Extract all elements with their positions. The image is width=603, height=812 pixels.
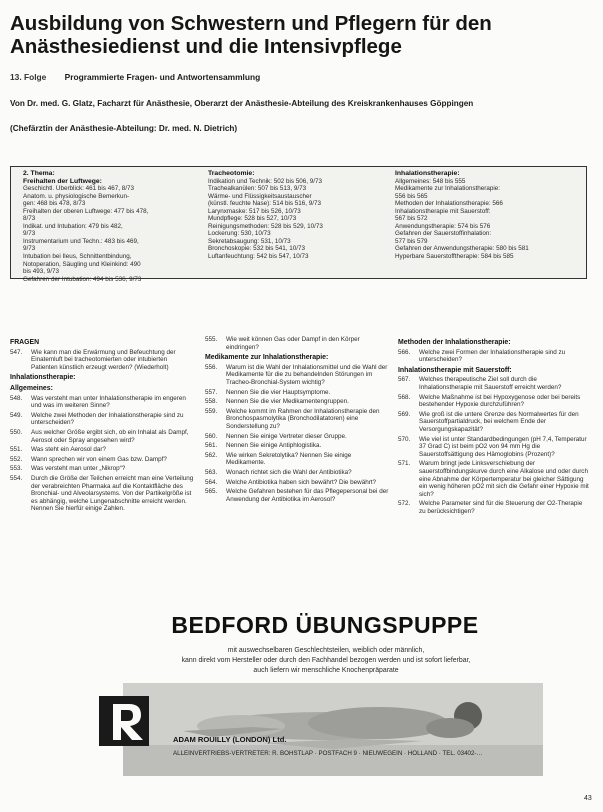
fragen-heading: FRAGEN <box>10 339 40 346</box>
questions-column-1 <box>10 336 195 515</box>
question-text: Welche Gefahren bestehen für das Pflegepersonal bei der Anwendung der Antibiotika im Aerosol? <box>226 488 389 503</box>
question-number: 547. <box>10 348 23 356</box>
question-item <box>205 469 391 477</box>
summary-line: Wärme- und Flüssigkeitsaustauscher <box>208 192 312 200</box>
question-number: 571. <box>398 460 411 468</box>
question-text: Wie weit können Gas oder Dampf in den Körper eindringen? <box>226 336 360 351</box>
summary-heading-airways: Freihalten der Luftwege: <box>23 177 102 185</box>
ad-line-1: mit auswechselbaren Geschlechtsteilen, weiblich oder männlich, <box>227 647 425 654</box>
question-item <box>10 395 195 410</box>
question-number: 564. <box>205 478 218 486</box>
summary-heading-inhalation: Inhalationstherapie: <box>395 170 460 177</box>
section-heading: Inhalationstherapie: <box>10 374 76 382</box>
question-item <box>205 336 391 351</box>
series-number: 13. Folge <box>10 72 47 82</box>
question-item <box>205 389 391 397</box>
summary-heading-tracheotomy: Tracheotomie: <box>208 170 255 177</box>
question-item <box>205 398 391 406</box>
summary-line: Lockerung: 530, 10/73 <box>208 230 271 238</box>
question-text: Welche Antibiotika haben sich bewährt? Die bewährt? <box>226 478 377 486</box>
question-item <box>205 408 391 431</box>
summary-line: Gefahren der Anwendungstherapie: 580 bis 581 <box>395 245 529 253</box>
question-item <box>398 411 590 434</box>
mannequin-illustration <box>123 683 543 776</box>
question-number: 553. <box>10 465 23 473</box>
summary-line: Intubation bei Ileus, Schnittentbindung, <box>23 253 132 261</box>
ad-description <box>105 646 547 676</box>
question-item <box>205 442 391 450</box>
question-text: Welche kommt im Rahmen der Inhalationstherapie den Bronchospasmolytika (Bronchodilatatoren) eine Sonderstellung zu? <box>226 407 380 430</box>
question-number: 549. <box>10 411 23 419</box>
page-number: 43 <box>584 795 592 802</box>
ad-address: ALLEINVERTRIEBS-VERTRETER: R. BOHSTLAP · POSTFACH 9 · NIEUWEGEIN · HOLLAND · TEL. 03402-… <box>173 750 483 757</box>
summary-line: (künstl. feuchte Nase): 514 bis 516, 9/73 <box>208 200 322 208</box>
questions-column-3 <box>398 336 590 517</box>
summary-line: Instrumentarium und Techn.: 483 bis 469, <box>23 237 139 245</box>
question-text: Warum ist die Wahl der Inhalationsmittel und die Wahl der Medikamente für die zu behandelnden Störungen im Tracheo-Bronchial-System wichtig? <box>226 363 388 386</box>
question-text: Wie kann man die Erwärmung und Befeuchtung der Einatemluft bei tracheotomierten oder intubierten Patienten künstlich erzeugt werden? (Wiederholt) <box>31 348 176 371</box>
question-text: Wann sprechen wir von einem Gas bzw. Dampf? <box>31 455 167 463</box>
question-text: Welche zwei Methoden der Inhalationstherapie sind zu unterscheiden? <box>31 411 184 427</box>
section-heading: Inhalationstherapie mit Sauerstoff: <box>398 366 512 374</box>
question-text: Nennen Sie einige Antiphlogistika. <box>226 442 322 450</box>
summary-line: Freihalten der oberen Luftwege: 477 bis 478, <box>23 207 149 215</box>
summary-line: Indikation und Technik: 502 bis 506, 9/73 <box>208 177 323 185</box>
ad-company-name: ADAM ROUILLY (LONDON) Ltd. <box>173 735 287 744</box>
summary-column-airways <box>23 170 203 283</box>
questions-column-2 <box>205 336 391 505</box>
question-text: Nennen Sie die vier Medikamentengruppen. <box>226 398 349 406</box>
summary-column-tracheotomy <box>208 170 384 261</box>
question-text: Wonach richtet sich die Wahl der Antibiotika? <box>226 468 352 476</box>
question-text: Welche Parameter sind für die Steuerung der O2-Therapie zu berücksichtigen? <box>419 500 583 515</box>
mannequin-photo <box>123 683 543 776</box>
question-number: 551. <box>10 446 23 454</box>
question-number: 557. <box>205 388 218 396</box>
question-item <box>398 460 590 498</box>
question-item <box>10 349 195 372</box>
question-text: Durch die Größe der Teilchen erreicht man eine Verteilung der verabreichten Pharmaka auf die Kontaktfläche des Bronchial- und Alveolarsystems. Von der Partikelgröße ist es abhängig, welche Lungenabschnitte erreicht werden. Nennen Sie hierfür einige Zahlen. <box>31 474 194 513</box>
rouilly-logo <box>99 696 149 746</box>
summary-line: Indikat. und Intubation: 479 bis 482, <box>23 222 123 230</box>
question-item <box>10 475 195 513</box>
question-text: Wie groß ist die untere Grenze des Normalwertes für den Sauerstoffpartialdruck, bei welchem Ende der Versorgungskapazität? <box>419 410 579 433</box>
summary-line: Geschichtl. Überblick: 461 bis 467, 8/73 <box>23 185 134 193</box>
question-item <box>10 429 195 444</box>
summary-line: 577 bis 579 <box>395 237 428 245</box>
question-number: 559. <box>205 407 218 415</box>
question-item <box>10 412 195 427</box>
question-number: 556. <box>205 363 218 371</box>
advertisement <box>105 612 547 784</box>
topic-summary-box <box>10 166 587 283</box>
series-description: Programmierte Fragen- und Antwortensammlung <box>64 72 261 82</box>
author-line: Von Dr. med. G. Glatz, Facharzt für Anästhesie, Oberarzt der Anästhesie-Abteilung des Kreiskrankenhauses Göppingen <box>10 99 474 108</box>
summary-line: Luftanfeuchtung: 542 bis 547, 10/73 <box>208 253 309 261</box>
question-item <box>398 394 590 409</box>
summary-line: Gefahren der Sauerstoffinhalation: <box>395 230 492 238</box>
question-item <box>10 465 195 473</box>
section-heading: Allgemeines: <box>10 384 53 392</box>
summary-line: Methoden der Inhalationstherapie: 566 <box>395 200 503 208</box>
summary-line: Medikamente zur Inhalationstherapie: <box>395 185 501 193</box>
question-item <box>398 349 590 364</box>
summary-line: Mundpflege: 528 bis 527, 10/73 <box>208 215 297 223</box>
question-text: Welche zwei Formen der Inhalationstherapie sind zu unterscheiden? <box>419 348 566 364</box>
summary-line: 9/73 <box>23 245 36 253</box>
summary-line: Anwendungstherapie: 574 bis 576 <box>395 222 491 230</box>
question-number: 569. <box>398 410 411 418</box>
question-item <box>205 488 391 503</box>
summary-line: Bronchoskopie: 532 bis 541, 10/73 <box>208 245 305 253</box>
question-item <box>205 433 391 441</box>
summary-line: gen: 468 bis 478, 8/73 <box>23 200 86 208</box>
question-number: 566. <box>398 348 411 356</box>
question-item <box>10 446 195 454</box>
question-text: Wie wirken Sekretolytika? Nennen Sie einige Medikamente. <box>226 451 352 467</box>
ad-line-2: kann direkt vom Hersteller oder durch den Fachhandel bezogen werden und ist sofort lieferbar, <box>181 657 471 664</box>
ad-line-3: auch liefern wir menschliche Knochenpräparate <box>253 667 399 674</box>
question-number: 554. <box>10 474 23 482</box>
question-item <box>398 376 590 391</box>
question-number: 570. <box>398 435 411 443</box>
question-item <box>398 436 590 459</box>
summary-line: bis 493, 9/73 <box>23 268 60 276</box>
question-text: Welches therapeutische Ziel soll durch die Inhalationstherapie mit Sauerstoff erreicht werden? <box>419 376 562 391</box>
question-item <box>205 452 391 467</box>
summary-line: 8/73 <box>23 215 36 223</box>
section-heading: Methoden der Inhalationstherapie: <box>398 339 511 346</box>
summary-column-inhalation <box>395 170 583 261</box>
summary-line: 567 bis 572 <box>395 215 428 223</box>
summary-line: Gefahren der Intubation: 494 bis 536, 9/73 <box>23 275 142 283</box>
article-title: Ausbildung von Schwestern und Pflegern für den Anästhesiedienst und die Intensivpflege <box>10 12 492 58</box>
summary-line: Trachealkanülen: 507 bis 513, 9/73 <box>208 185 307 193</box>
question-number: 550. <box>10 428 23 436</box>
question-text: Was steht ein Aerosol dar? <box>31 446 107 454</box>
question-item <box>398 500 590 515</box>
summary-line: Reinigungsmethoden: 528 bis 529, 10/73 <box>208 222 323 230</box>
summary-line: Hyperbare Sauerstofftherapie: 584 bis 585 <box>395 253 514 261</box>
question-text: Was versteht man unter Inhalationstherapie im engeren und was im weiteren Sinne? <box>31 394 186 410</box>
summary-line: Anatom. u. physiologische Bemerkun- <box>23 192 130 200</box>
summary-lead: 2. Thema: <box>23 170 55 177</box>
question-number: 562. <box>205 451 218 459</box>
question-number: 563. <box>205 468 218 476</box>
question-number: 565. <box>205 488 218 496</box>
question-number: 567. <box>398 376 411 384</box>
question-text: Nennen Sie einige Vertreter dieser Gruppe. <box>226 432 347 440</box>
question-number: 572. <box>398 500 411 508</box>
summary-line: Inhalationstherapie mit Sauerstoff: <box>395 207 491 215</box>
question-text: Aus welcher Größe ergibt sich, ob ein Inhalat als Dampf, Aerosol oder Spray angesehen wird? <box>31 428 189 444</box>
question-number: 552. <box>10 455 23 463</box>
summary-line: Notoperation, Säugling und Kleinkind: 490 <box>23 260 141 268</box>
section-heading: Medikamente zur Inhalationstherapie: <box>205 354 329 362</box>
chief-line: (Chefärztin der Anästhesie-Abteilung: Dr. med. N. Dietrich) <box>10 124 238 133</box>
question-number: 555. <box>205 336 218 343</box>
question-item <box>205 364 391 387</box>
question-number: 568. <box>398 393 411 401</box>
question-number: 558. <box>205 398 218 406</box>
summary-line: Larynxmaske: 517 bis 526, 10/73 <box>208 207 301 215</box>
ad-title: BEDFORD ÜBUNGSPUPPE <box>171 612 479 638</box>
question-text: Wie viel ist unter Standardbedingungen (pH 7,4, Temperatur 37 Grad C) ist beim pO2 von 94 mm Hg die Sauerstoffsättigung des Hämoglobins (Prozent)? <box>419 435 587 458</box>
summary-line: 556 bis 565 <box>395 192 428 200</box>
question-text: Warum bringt jede Linksverschiebung der sauerstoffbindungskurve durch eine Alkalose und oder durch eine Abnahme der Körpertemperatur bei gleicher Sättigung ein wenig höheren pO2 mit sich die Gefahr einer Hypoxie mit sich? <box>419 460 589 498</box>
question-text: Nennen Sie die vier Hauptsymptome. <box>226 388 331 396</box>
question-item <box>10 456 195 464</box>
summary-line: Allgemeines: 548 bis 555 <box>395 177 466 185</box>
summary-line: 9/73 <box>23 230 36 238</box>
summary-line: Sekretabsaugung: 531, 10/73 <box>208 237 291 245</box>
question-text: Welche Maßnahme ist bei Hypoxygenose oder bei bereits bestehender Hypoxie durchzuführen? <box>419 393 581 409</box>
question-text: Was versteht man unter „Nikrop“? <box>31 465 126 473</box>
question-number: 561. <box>205 442 218 450</box>
question-number: 560. <box>205 432 218 440</box>
question-item <box>205 479 391 487</box>
series-info <box>10 72 260 82</box>
question-number: 548. <box>10 394 23 402</box>
